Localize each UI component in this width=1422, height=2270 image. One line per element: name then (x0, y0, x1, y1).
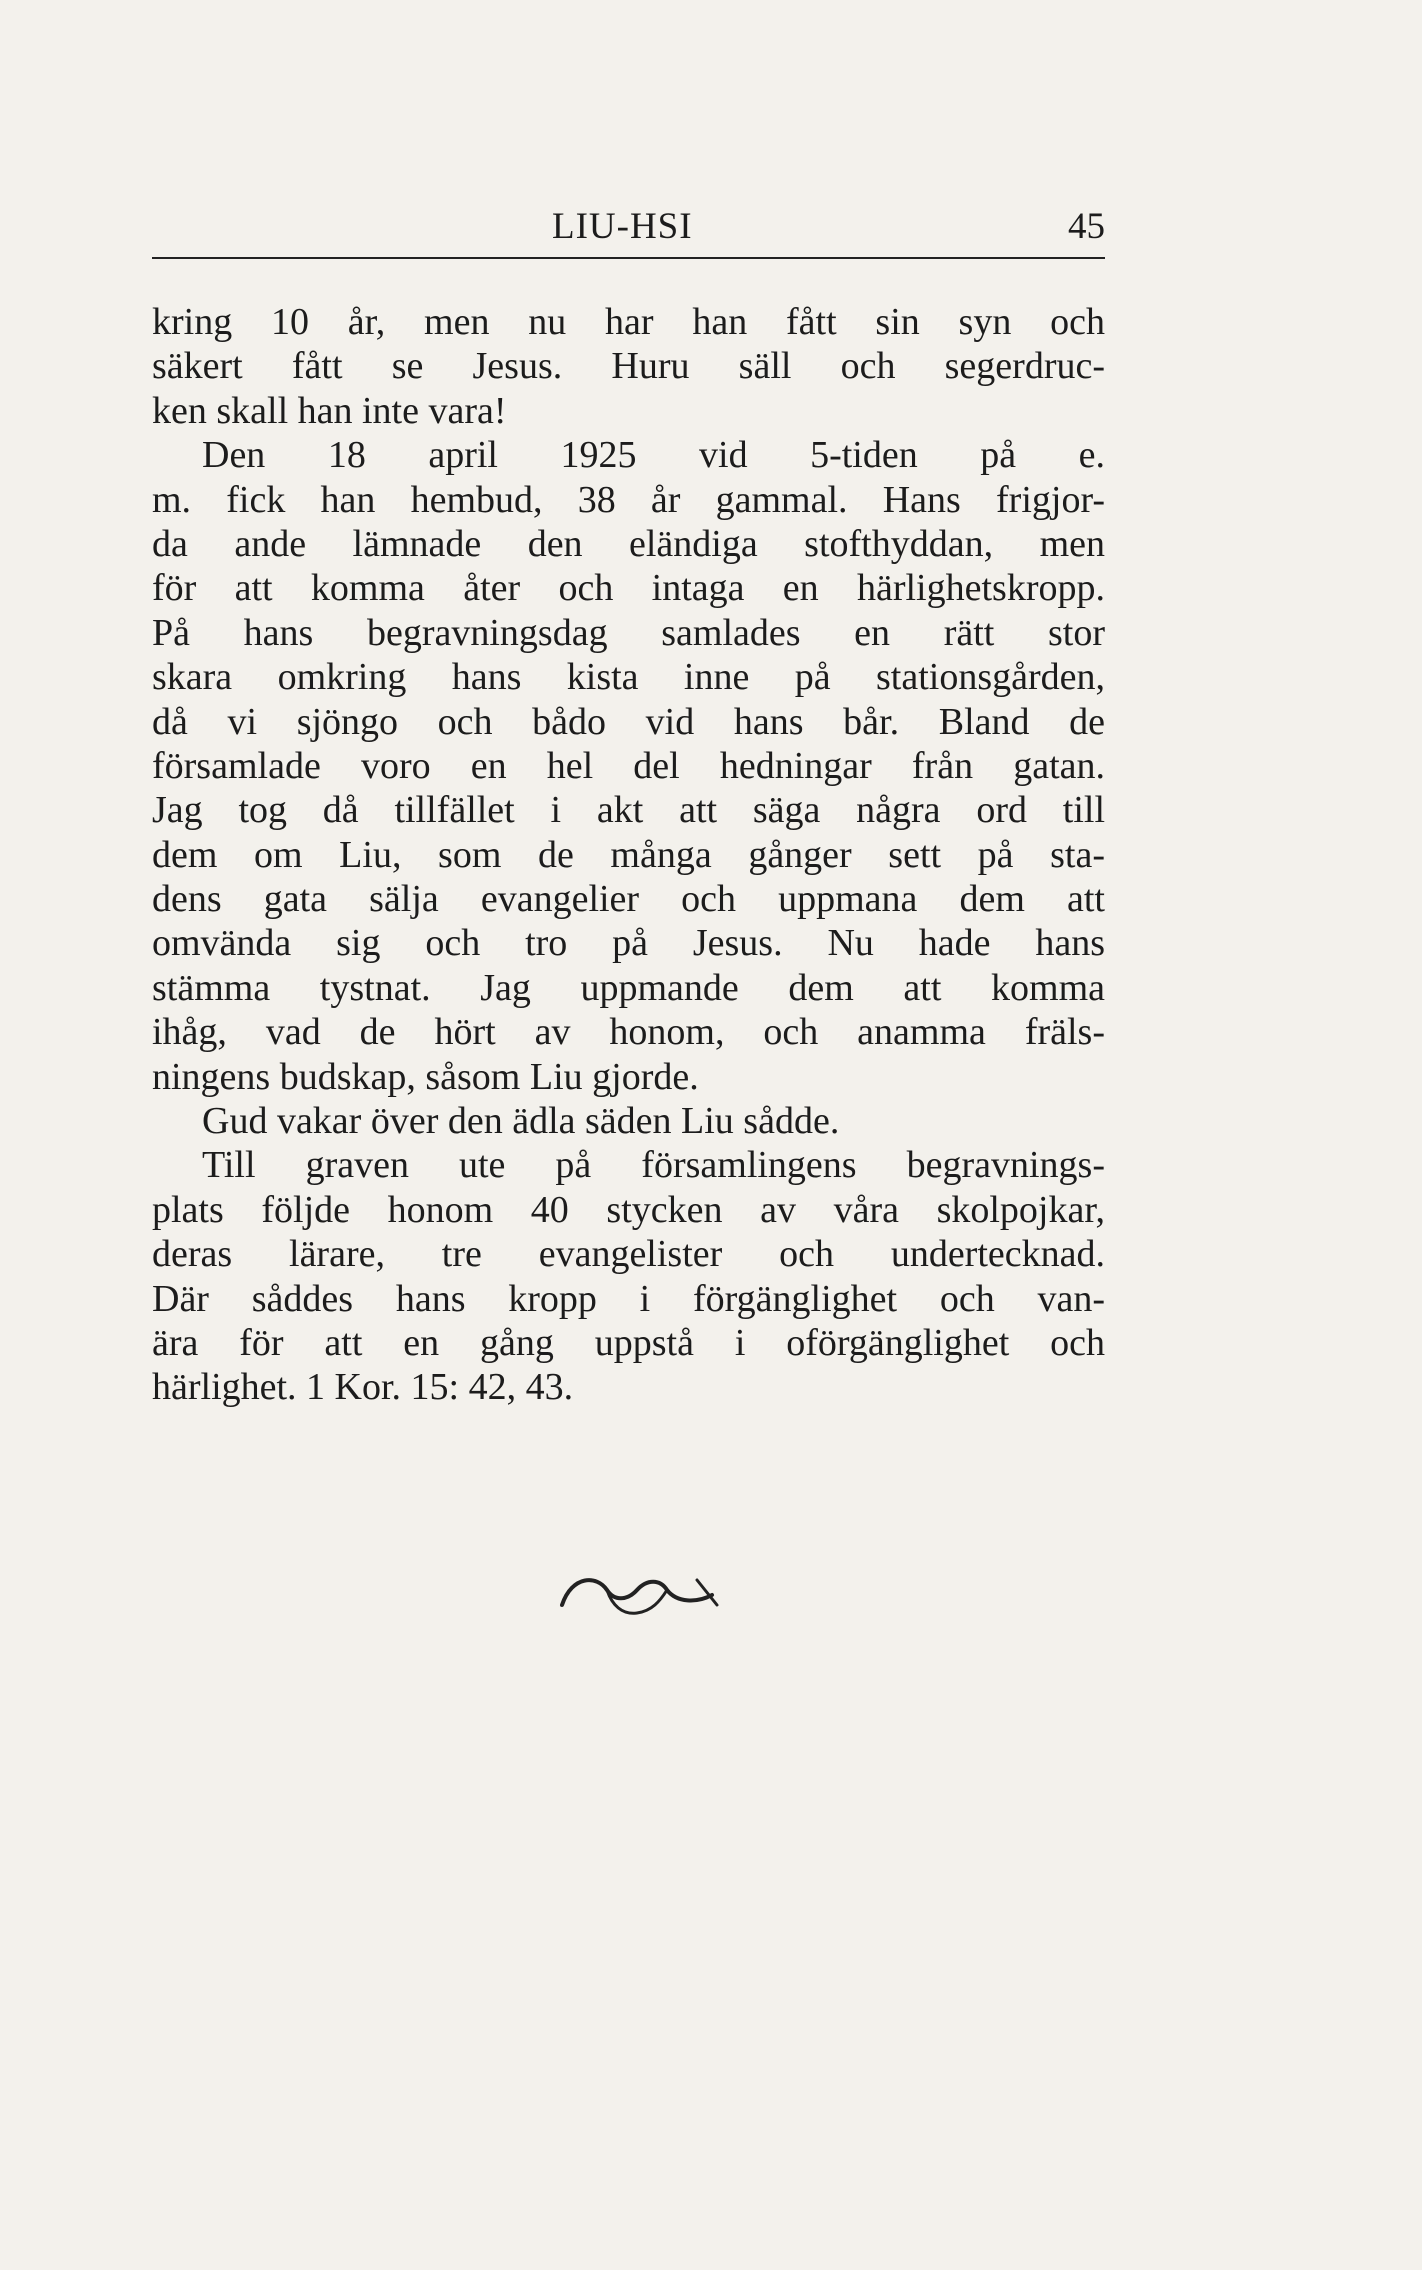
text-line: omvända sig och tro på Jesus. Nu hade hans (152, 922, 1105, 965)
text-line: för att komma åter och intaga en härlighetskropp. (152, 567, 1105, 610)
page-number: 45 (1068, 206, 1105, 247)
text-line: På hans begravningsdag samlades en rätt stor (152, 611, 1105, 654)
body-text (152, 300, 1105, 1410)
paragraph-start-line: Den 18 april 1925 vid 5-tiden på e. (202, 434, 1105, 477)
text-line: härlighet. 1 Kor. 15: 42, 43. (152, 1366, 574, 1409)
text-line: dens gata sälja evangelier och uppmana dem att (152, 878, 1105, 921)
text-line: ningens budskap, såsom Liu gjorde. (152, 1055, 699, 1098)
text-line: säkert fått se Jesus. Huru säll och segerdruc- (152, 345, 1105, 388)
text-line: Där såddes hans kropp i förgänglighet och van- (152, 1277, 1105, 1320)
text-line: da ande lämnade den eländiga stofthyddan, men (152, 522, 1105, 565)
text-line: m. fick han hembud, 38 år gammal. Hans frigjor- (152, 478, 1105, 521)
text-line: ken skall han inte vara! (152, 389, 507, 432)
paragraph-start-line: Gud vakar över den ädla säden Liu sådde. (202, 1100, 840, 1143)
text-line: kring 10 år, men nu har han fått sin syn och (152, 301, 1105, 343)
text-line: plats följde honom 40 stycken av våra skolpojkar, (152, 1188, 1105, 1231)
running-title: LIU-HSI (552, 206, 693, 247)
text-line: ihåg, vad de hört av honom, och anamma fräls- (152, 1011, 1105, 1054)
text-line: skara omkring hans kista inne på stationsgården, (152, 656, 1105, 699)
ornament-flourish-icon (552, 1565, 722, 1625)
running-header (152, 205, 1105, 259)
text-line: deras lärare, tre evangelister och undertecknad. (152, 1233, 1105, 1276)
text-line: församlade voro en hel del hedningar från gatan. (152, 744, 1105, 787)
paragraph-start-line: Till graven ute på församlingens begravnings- (202, 1144, 1105, 1187)
text-line: dem om Liu, som de många gånger sett på sta- (152, 833, 1105, 876)
text-line: då vi sjöngo och bådo vid hans bår. Bland de (152, 700, 1105, 743)
text-line: Jag tog då tillfället i akt att säga några ord till (152, 789, 1105, 832)
text-line: ära för att en gång uppstå i oförgänglighet och (152, 1321, 1105, 1364)
text-line: stämma tystnat. Jag uppmande dem att komma (152, 966, 1105, 1009)
